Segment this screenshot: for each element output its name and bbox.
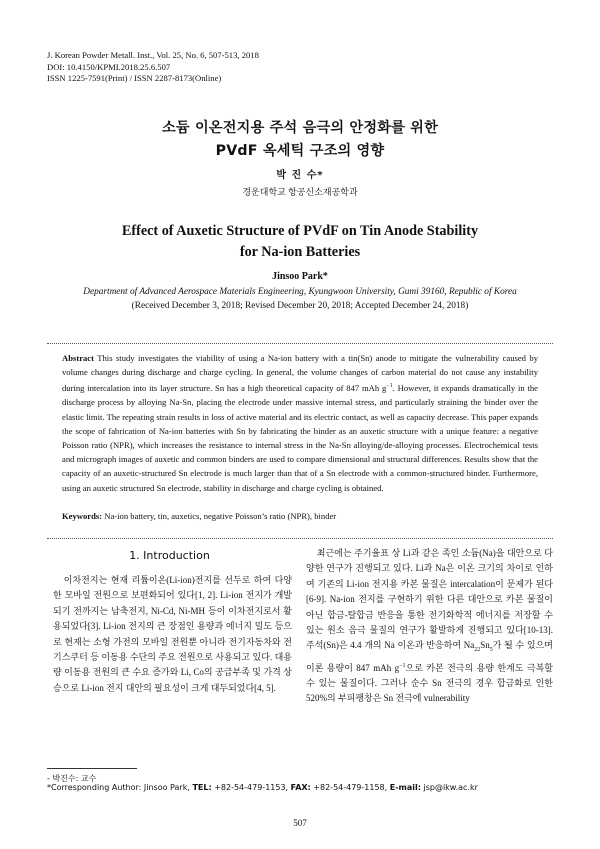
english-title-line1: Effect of Auxetic Structure of PVdF on Tin Anode Stability [121, 223, 479, 239]
right-text-3: 으로 카본 전극의 용량 한계도 극복할 수 있는 물질이다. 그러나 순수 Sn 전극의 경우 합금화로 인한 520%의 부피팽창은 Sn 전극에 vulnerability [306, 662, 553, 704]
email-label: E-mail: [389, 783, 421, 792]
superscript-minus1: −1 [399, 662, 406, 669]
section-heading-introduction: 1. Introduction [129, 549, 210, 562]
fax-label: FAX: [290, 783, 311, 792]
abstract-superscript: −1 [386, 383, 393, 390]
received-dates: (Received December 3, 2018; Revised December 20, 2018; Accepted December 24, 2018) [131, 301, 469, 311]
tel-value: +82-54-479-1153, [211, 783, 291, 792]
email-link[interactable]: jsp@ikw.ac.kr [420, 783, 478, 792]
korean-author: 박 진 수* [276, 170, 324, 181]
abstract-text-2: . However, it expands dramatically in the discharge process by alloying Na-Sn, placing the electrode under massive internal stress, and particularly straining the binder over the elastic limit. The repeating strain results in loss of active material and its electric contact, as well as capacity decrease. This paper expands the scope of fabrication of Na-ion batteries with Sn by fabricating the binder as an auxetic structure with a unique feature: a negative Poisson ratio (NPR), which increases the resistance to internal stress in the Na-Sn alloying/de-alloying processes. Electrochemical tests and micrograph images of auxetic and common binders are used to compare dimensional and structural differences. Results show that the capacity of an auxetic-structured Sn electrode is much larger than that of a Sn electrode with a common-structured binder. Furthermore, using an auxetic structured Sn electrode, stability in discharge and charge cycling is obtained. [62, 383, 538, 493]
keywords-text: Na-ion battery, tin, auxetics, negative Poisson’s ratio (NPR), binder [102, 511, 337, 521]
subscript-5: 5 [489, 647, 493, 654]
footnote-author-position: - 박진수: 교수 [47, 774, 97, 783]
journal-header [47, 50, 259, 85]
footnote-prefix: *Corresponding Author: Jinsoo Park, [47, 783, 193, 792]
keywords [62, 510, 538, 522]
abstract-bottom-divider [47, 538, 553, 539]
doi[interactable]: DOI: 10.4150/KPMI.2018.25.6.507 [47, 61, 171, 72]
english-title-line2: for Na-ion Batteries [239, 244, 361, 260]
korean-affiliation: 경운대학교 항공신소재공학과 [242, 187, 358, 197]
issn: ISSN 1225-7591(Print) / ISSN 2287-8173(Online) [47, 73, 222, 83]
english-affiliation: Department of Advanced Aerospace Materials Engineering, Kyungwoon University, Gumi 39160, Republic of Korea [83, 287, 517, 297]
english-title [0, 221, 600, 263]
english-author: Jinsoo Park* [272, 271, 328, 282]
keywords-label: Keywords: [62, 511, 103, 521]
body-right-column [306, 546, 553, 707]
tel-label: TEL: [192, 783, 212, 792]
abstract [62, 351, 538, 495]
korean-title [0, 117, 600, 163]
journal-citation: J. Korean Powder Metall. Inst., Vol. 25, No. 6, 507-513, 2018 [47, 50, 259, 60]
footnote-corresponding-author [47, 783, 478, 792]
korean-title-line2: PVdF 옥세틱 구조의 영향 [215, 143, 385, 159]
page-number: 507 [293, 818, 307, 828]
right-text-1: 최근에는 주기율표 상 Li과 같은 족인 소듐(Na)을 대안으로 다양한 연구가 진행되고 있다. Li과 Na은 이온 크기의 차이로 인하여 기존의 Li-ion 전지용 카본 물질은 intercalation이 문제가 된다[6-9]. Na-ion 전지를 구현하기 위한 다른 대안으로 카본 물질이 아닌 합금-탈합금 반응을 통한 전기화학적 에너지를 저장할 수 있는 원소 음극 물질의 연구가 활발하게 진행되고 있다[10-13]. 주석(Sn)은 4.4 개의 Na 이온과 반응하여 Na [306, 548, 553, 651]
abstract-text-1: This study investigates the viability of using a Na-ion battery with a tin(Sn) anode to mitigate the vulnerability caused by volume changes during discharge and charge cycling. In general, the volume changes of carbon material do not cause any instability during intercalation into its layer structure. Sn has a high theoretical capacity of 847 mAh g [62, 353, 538, 394]
fax-value: +82-54-479-1158, [310, 783, 390, 792]
korean-title-line1: 소듐 이온전지용 주석 음극의 안정화를 위한 [162, 120, 438, 136]
right-text-2: 가 될 수 있으며 이론 용량이 847 mAh g [306, 640, 553, 673]
subscript-22: 22 [474, 647, 481, 654]
abstract-top-divider [47, 343, 553, 344]
abstract-label: Abstract [62, 353, 94, 363]
body-left-column: 이차전지는 현재 리튬이온(Li-ion)전지를 선두로 하여 다양한 모바일 전원으로 보편화되어 있다[1, 2]. Li-ion 전지가 개발되기 전까지는 납축전지, Ni-Cd, Ni-MH 등이 이차전지로서 활용되었다[3]. Li-ion 전지의 큰 장점인 용량과 에너지 밀도 등으로 현재는 소형 가전의 모바일 전원뿐 아니라 전기자동차와 전기스쿠터 등 이동용 수단의 주요 전원으로 사용되고 있다. 대용량 이동용 전원의 큰 수요 증가와 Li, Co의 공급부족 및 가격 상승으로 Li-ion 전지 대안의 필요성이 크게 대두되었다[4, 5]. [53, 575, 292, 693]
right-text-sn: Sn [480, 640, 490, 651]
footnote-divider [47, 768, 137, 769]
